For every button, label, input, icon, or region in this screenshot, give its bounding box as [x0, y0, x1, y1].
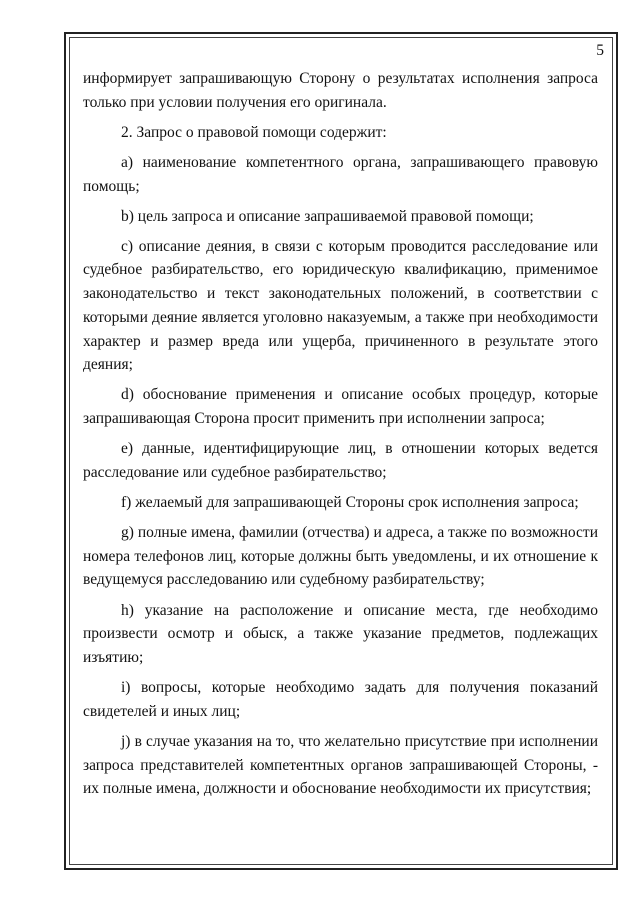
paragraph-item-g: g) полные имена, фамилии (отчества) и адреса, а также по возможности номера телефонов лиц, которые должны быть уведомлены, и их отношение к ведущемуся расследованию или судебному разбирательству;: [83, 524, 598, 589]
paragraph-item-b: b) цель запроса и описание запрашиваемой правовой помощи;: [121, 207, 534, 225]
paragraph-item-f: f) желаемый для запрашивающей Стороны срок исполнения запроса;: [121, 493, 579, 511]
paragraph-item-e: e) данные, идентифицирующие лиц, в отношении которых ведется расследование или судебное разбирательство;: [83, 440, 598, 481]
paragraph-section-2-intro: 2. Запрос о правовой помощи содержит:: [121, 123, 387, 141]
paragraph-item-c: c) описание деяния, в связи с которым проводится расследование или судебное разбирательство, его юридическую квалификацию, применимое законодательство и текст законодательных положений, в соответствии с которыми деяние является уголовно наказуемым, а также при необходимости характер и размер вреда или ущерба, причиненного в результате этого деяния;: [83, 237, 598, 374]
paragraph-continuation: информирует запрашивающую Сторону о результатах исполнения запроса только при условии получения его оригинала.: [83, 70, 598, 111]
paragraph-item-i: i) вопросы, которые необходимо задать для получения показаний свидетелей и иных лиц;: [83, 679, 598, 720]
paragraph-item-a: a) наименование компетентного органа, запрашивающего правовую помощь;: [83, 153, 598, 195]
paragraph-item-j: j) в случае указания на то, что желательно присутствие при исполнении запроса представителей компетентных органов запрашивающей Стороны, - их полные имена, должности и обоснование необходимости их присутствия;: [83, 732, 598, 798]
page-number: 5: [596, 42, 604, 59]
document-body: [83, 67, 598, 801]
paragraph-item-d: d) обоснование применения и описание особых процедур, которые запрашивающая Сторона просит применить при исполнении запроса;: [83, 386, 598, 428]
paragraph-item-h: h) указание на расположение и описание места, где необходимо произвести осмотр и обыск, а также указание предметов, подлежащих изъятию;: [83, 601, 598, 666]
